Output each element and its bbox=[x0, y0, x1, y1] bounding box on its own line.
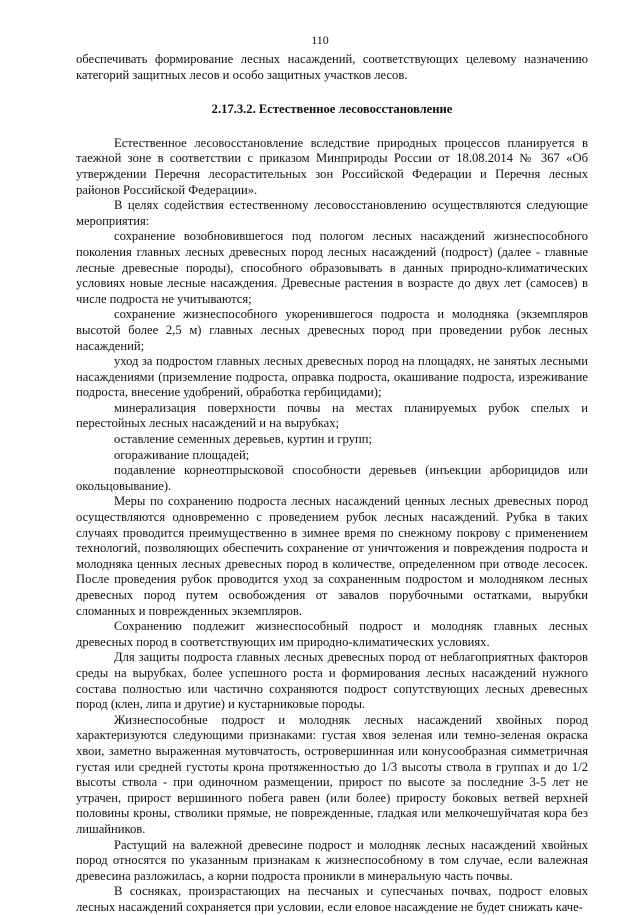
list-item: огораживание площадей; bbox=[114, 447, 250, 462]
paragraph: Естественное лесовосстановление вследствие природных процессов планируется в таежной зоне в соответствии с приказом Минприроды России от 18.08.2014 № 367 «Об утверждении Перечня лесорастительных зон Российской Федерации и Перечня лесных районов Российской Федерации». bbox=[76, 135, 588, 197]
paragraph: Сохранению подлежит жизнеспособный подрост и молодняк главных лесных древесных пород в соответствующих им природно-климатических условиях. bbox=[76, 619, 588, 649]
paragraph: В сосняках, произрастающих на песчаных и супесчаных почвах, подрост еловых лесных насаждений сохраняется при условии, если еловое насаждение не будет снижать каче- bbox=[76, 884, 588, 914]
list-item: подавление корнеотпрысковой способности деревьев (инъекции арборицидов или окольцовывание). bbox=[76, 463, 588, 493]
paragraph: Для защиты подроста главных лесных древесных пород от неблагоприятных факторов среды на вырубках, более успешного роста и формирования лесных насаждений нужного состава полностью или частично сохраняются подрост сопутствующих лесных древесных пород (клен, липа и другие) и кустарниковые породы. bbox=[76, 650, 588, 712]
list-item: минерализация поверхности почвы на местах планируемых рубок спелых и перестойных лесных насаждений и на вырубках; bbox=[76, 400, 588, 431]
list-item: уход за подростом главных лесных древесных пород на площадях, не занятых лесными насаждениями (приземление подроста, оправка подроста, окашивание подроста, изреживание подроста, внесение удобрений, обработка гербицидами); bbox=[76, 354, 588, 400]
list-item: сохранение возобновившегося под пологом лесных насаждений жизнеспособного поколения главных лесных древесных пород лесных насаждений (подрост) (далее - главные лесные древесные породы), способного образовывать в данных природно-климатических условиях новые лесные насаждения. Древесные растения в возрасте до двух лет (самосев) в числе подроста не учитываются; bbox=[76, 229, 588, 306]
section-heading: 2.17.3.2. Естественное лесовосстановление bbox=[211, 102, 453, 117]
paragraph: Меры по сохранению подроста лесных насаждений ценных лесных древесных пород осуществляются одновременно с проведением рубок лесных насаждений. Рубка в таких случаях проводится преимущественно в зимнее время по снежному покрову с применением технологий, позволяющих обеспечить сохранение от уничтожения и повреждения подроста и молодняка ценных лесных древесных пород в количестве, определенном при отводе лесосек. После проведения рубок проводится уход за сохраненным подростом и молодняком лесных древесных пород путем освобождения от завалов порубочными остатками, вырубки сломанных и поврежденных экземпляров. bbox=[76, 494, 588, 618]
paragraph: Жизнеспособные подрост и молодняк лесных насаждений хвойных пород характеризуются следующими признаками: густая хвоя зеленая или темно-зеленая окраска хвои, заметно выраженная мутовчатость, островершинная или конусообразная симметричная густая или средней густоты крона протяженностью до 1/3 высоты ствола в группах и до 1/2 высоты ствола - при одиночном размещении, прирост по высоте за последние 3-5 лет не утрачен, прирост вершинного побега равен (или более) приросту боковых ветвей верхней половины кроны, стволики прямые, не поврежденные, гладкая или мелкочешуйчатая кора без лишайников. bbox=[76, 712, 588, 836]
list-item: оставление семенных деревьев, куртин и групп; bbox=[114, 432, 372, 447]
list-item: сохранение жизнеспособного укоренившегося подроста и молодняка (экземпляров высотой более 2,5 м) главных лесных древесных пород при проведении рубок лесных насаждений; bbox=[76, 307, 588, 353]
paragraph: В целях содействия естественному лесовосстановлению осуществляются следующие мероприятия: bbox=[76, 198, 588, 228]
page-number: 110 bbox=[311, 33, 329, 47]
paragraph: Растущий на валежной древесине подрост и молодняк лесных насаждений хвойных пород относятся по указанным признакам к жизнеспособному в том случае, если валежная древесина разложилась, а корни подроста проникли в минеральную часть почвы. bbox=[76, 837, 588, 883]
paragraph-continuation: обеспечивать формирование лесных насаждений, соответствующих целевому назначению категорий защитных лесов и особо защитных участков лесов. bbox=[76, 52, 588, 82]
document-body bbox=[76, 52, 588, 915]
